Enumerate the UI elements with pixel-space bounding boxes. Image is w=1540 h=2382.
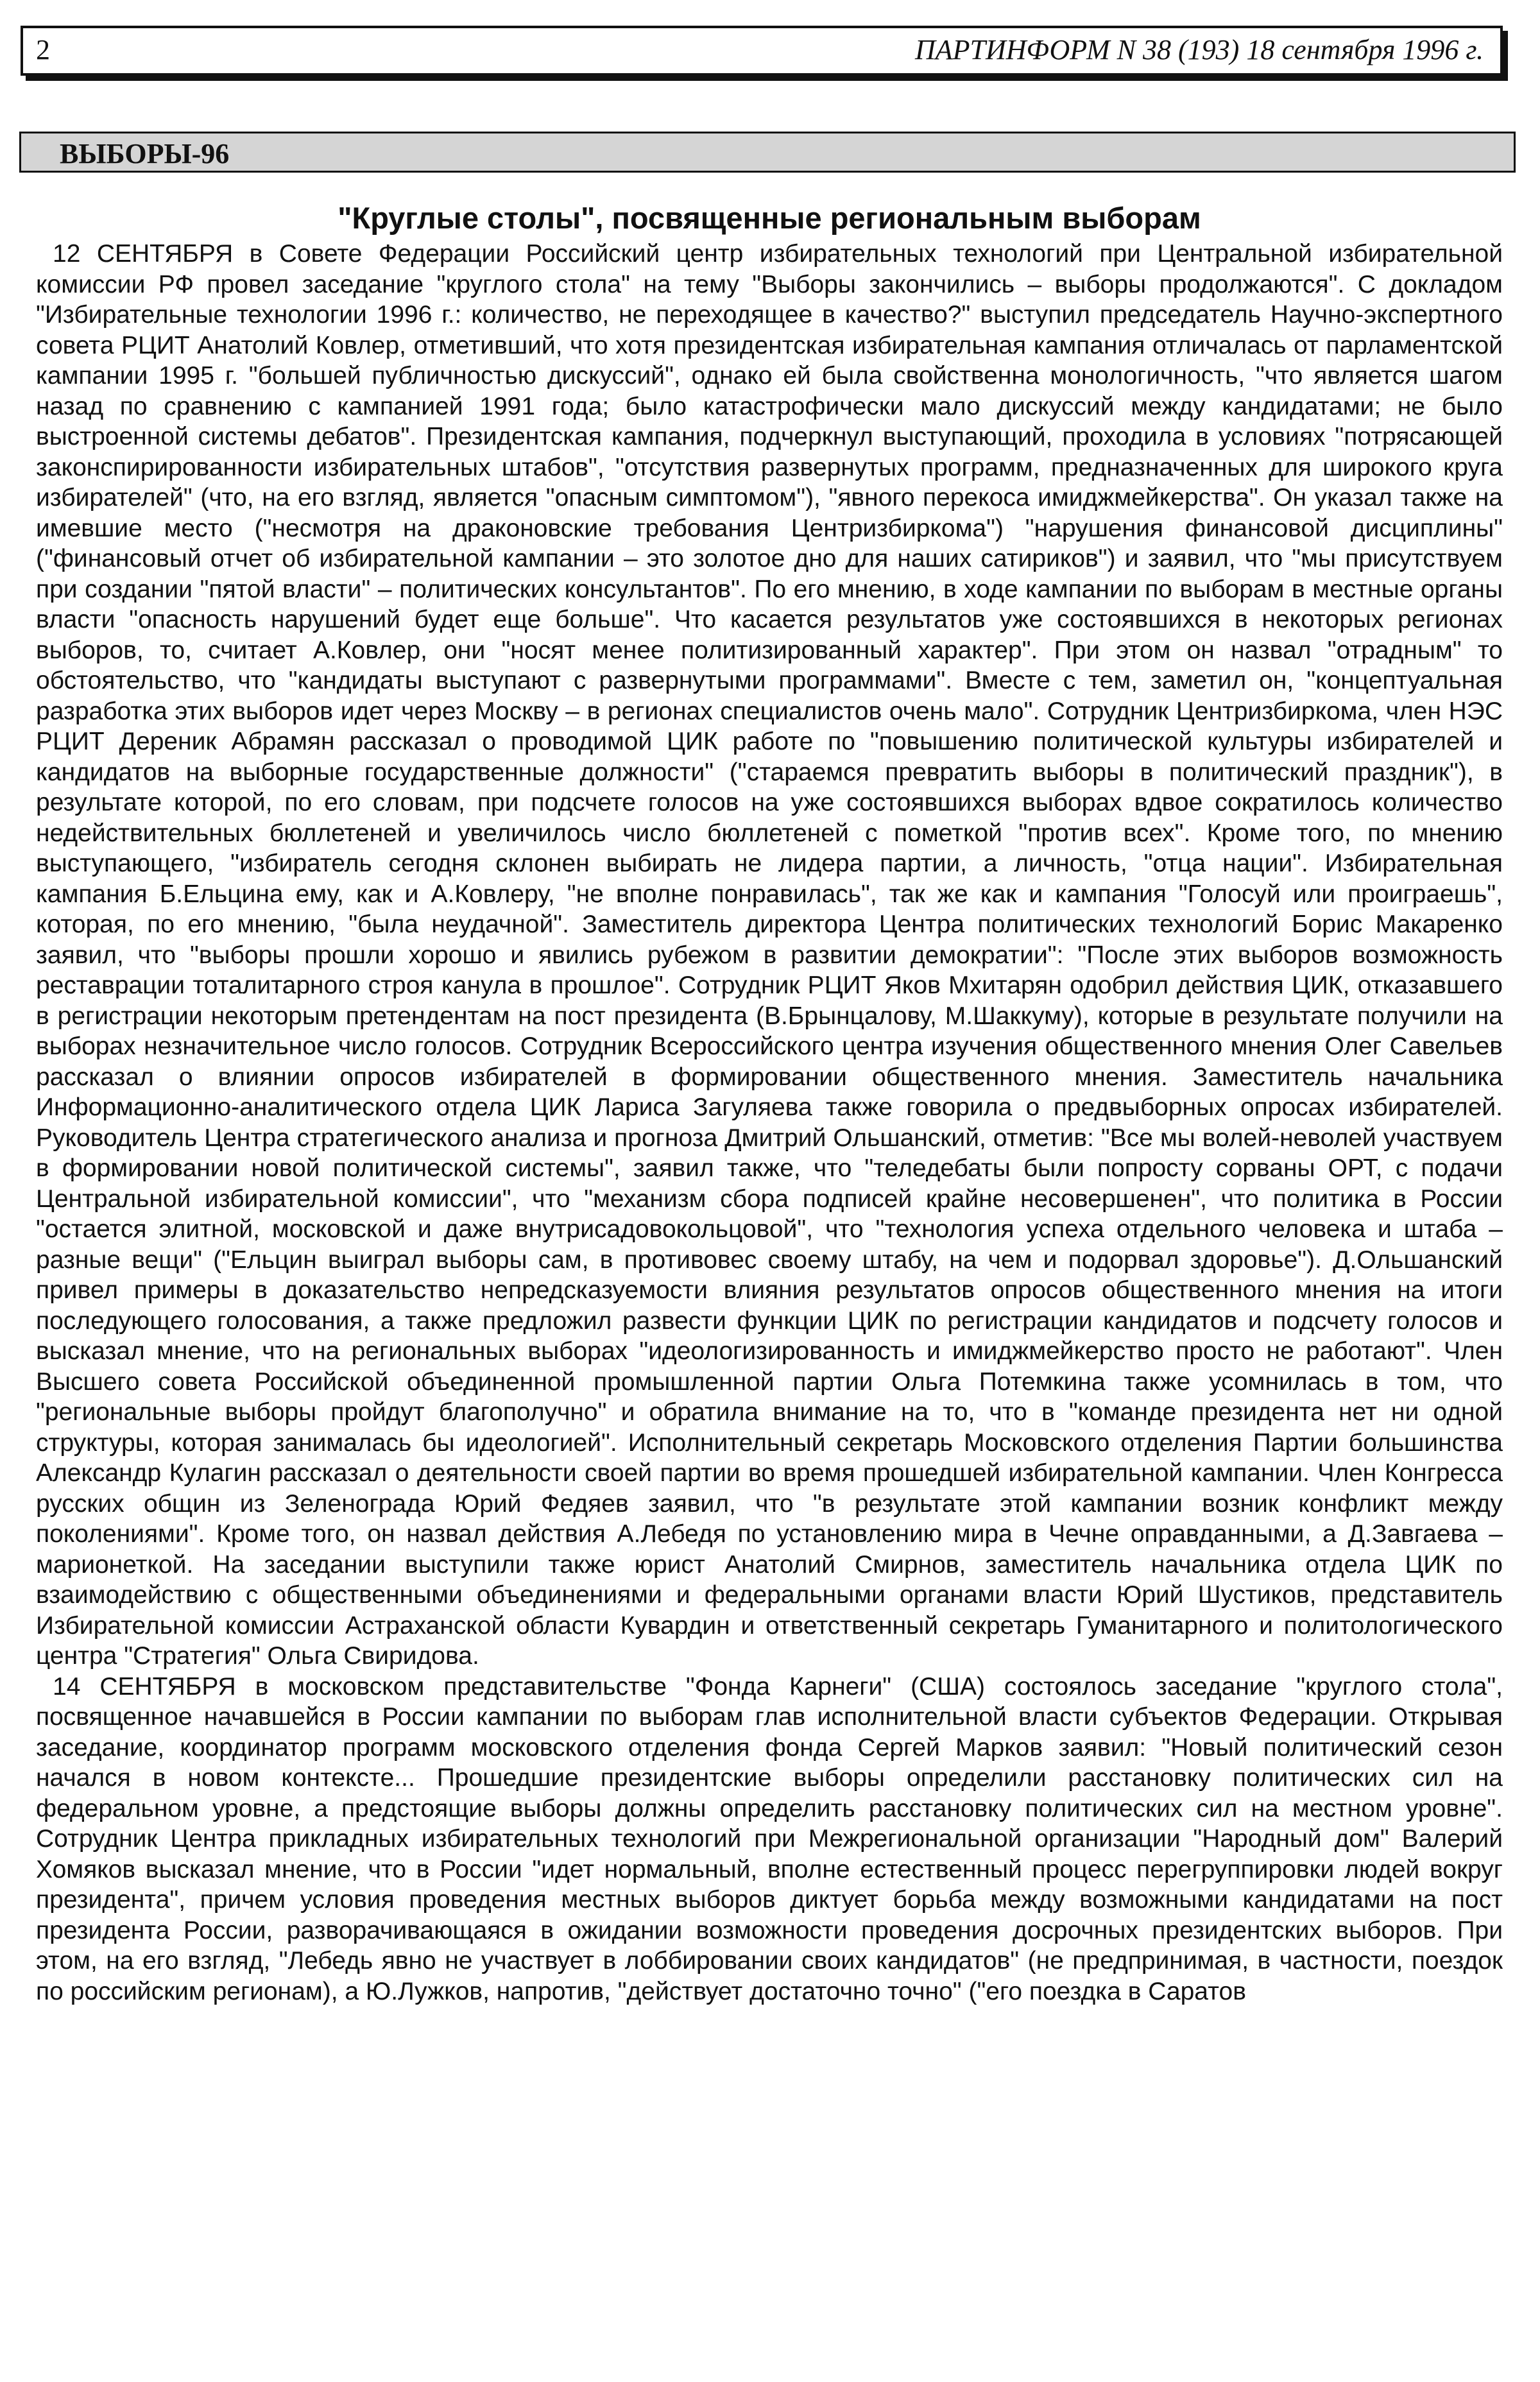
section-bar [19, 132, 1516, 173]
issue-line: ПАРТИНФОРМ N 38 (193) 18 сентября 1996 г. [915, 34, 1484, 65]
article-paragraph-2: 14 СЕНТЯБРЯ в московском представительстве "Фонда Карнеги" (США) состоялось заседание "круглого стола", посвященное начавшейся в России кампании по выборам глав исполнительной власти субъектов Федерации. Открывая заседание, координатор программ московского отделения фонда Сергей Марков заявил: "Новый политический сезон начался в новом контексте... Прошедшие президентские выборы определили расстановку политических сил на федеральном уровне, а предстоящие выборы должны определить расстановку политических сил на местном уровне". Сотрудник Центра прикладных избирательных технологий при Межрегиональной организации "Народный дом" Валерий Хомяков высказал мнение, что в России "идет нормальный, вполне естественный процесс перегруппировки людей вокруг президента", причем условия проведения местных выборов диктует борьба между возможными кандидатами на пост президента России, разворачивающаяся в ожидании возможности проведения досрочных президентских выборов. При этом, на его взгляд, "Лебедь явно не участвует в лоббировании своих кандидатов" (не предпринимая, в частности, поездок по российским регионам), а Ю.Лужков, напротив, "действует достаточно точно" ("его поездка в Саратов [36, 1672, 1503, 2005]
article-paragraph-1: 12 СЕНТЯБРЯ в Совете Федерации Российский центр избирательных технологий при Центральной избирательной комиссии РФ провел заседание "круглого стола" на тему "Выборы закончились – выборы продолжаются". С докладом "Избирательные технологии 1996 г.: количество, не переходящее в качество?" выступил председатель Научно-экспертного совета РЦИТ Анатолий Ковлер, отметивший, что хотя президентская избирательная кампания отличалась от парламентской кампании 1995 г. "большей публичностью дискуссий", однако ей была свойственна монологичность, "что является шагом назад по сравнению с кампанией 1991 года; было катастрофически мало дискуссий между кандидатами; не было выстроенной системы дебатов". Президентская кампания, подчеркнул выступающий, проходила в условиях "потрясающей законспирированности избирательных штабов", "отсутствия развернутых программ, предназначенных для широкого круга избирателей" (что, на его взгляд, является "опасным симптомом"), "явного перекоса имиджмейкерства". Он указал также на имевшие место ("несмотря на драконовские требования Центризбиркома") "нарушения финансовой дисциплины" ("финансовый отчет об избирательной кампании – это золотое дно для наших сатириков") и заявил, что "мы присутствуем при создании "пятой власти" – политических консультантов". По его мнению, в ходе кампании по выборам в местные органы власти "опасность нарушений будет еще больше". Что касается результатов уже состоявшихся в некоторых регионах выборов, то, считает А.Ковлер, они "носят менее политизированный характер". При этом он назвал "отрадным" то обстоятельство, что "кандидаты выступают с развернутыми программами". Вместе с тем, заметил он, "концептуальная разработка этих выборов идет через Москву – в регионах специалистов очень мало". Сотрудник Центризбиркома, член НЭС РЦИТ Дереник Абрамян рассказал о проводимой ЦИК работе по "повышению политической культуры избирателей и кандидатов на выборные государственные должности" ("стараемся превратить выборы в политический праздник"), в результате которой, по его словам, при подсчете голосов на уже состоявшихся выборах вдвое сократилось количество недействительных бюллетеней и увеличилось число бюллетеней с пометкой "против всех". Кроме того, по мнению выступающего, "избиратель сегодня склонен выбирать не лидера партии, а личность, "отца нации". Избирательная кампания Б.Ельцина ему, как и А.Ковлеру, "не вполне понравилась", так же как и кампания "Голосуй или проиграешь", которая, по его мнению, "была неудачной". Заместитель директора Центра политических технологий Борис Макаренко заявил, что "выборы прошли хорошо и явились рубежом в развитии демократии": "После этих выборов возможность реставрации тоталитарного строя канула в прошлое". Сотрудник РЦИТ Яков Мхитарян одобрил действия ЦИК, отказавшего в регистрации некоторым претендентам на пост президента (В.Брынцалову, М.Шаккуму), которые в результате получили на выборах незначительное число голосов. Сотрудник Всероссийского центра изучения общественного мнения Олег Савельев рассказал о влиянии опросов избирателей в формировании общественного мнения. Заместитель начальника Информационно-аналитического отдела ЦИК Лариса Загуляева также говорила о предвыборных опросах избирателей. Руководитель Центра стратегического анализа и прогноза Дмитрий Ольшанский, отметив: "Все мы волей-неволей участвуем в формировании новой политической системы", заявил также, что "теледебаты были попросту сорваны ОРТ, с подачи Центральной избирательной комиссии", что "механизм сбора подписей крайне несовершенен", что политика в России "остается элитной, московской и даже внутрисадовокольцовой", что "технология успеха отдельного человека и штаба – разные вещи" ("Ельцин выиграл выборы сам, в противовес своему штабу, на чем и подорвал здоровье"). Д.Ольшанский привел примеры в доказательство непредсказуемости влияния результатов опросов общественного мнения на итоги последующего голосования, а также предложил развести функции ЦИК по регистрации кандидатов и подсчету голосов и высказал мнение, что на региональных выборах "идеологизированность и имиджмейкерство просто не работают". Член Высшего совета Российской объединенной промышленной партии Ольга Потемкина также усомнилась в том, что "региональные выборы пройдут благополучно" и обратила внимание на то, что в "команде президента нет ни одной структуры, которая занималась бы идеологией". Исполнительный секретарь Московского отделения Партии большинства Александр Кулагин рассказал о деятельности своей партии во время прошедшей избирательной кампании. Член Конгресса русских общин из Зеленограда Юрий Федяев заявил, что "в результате этой кампании возник конфликт между поколениями". Кроме того, он назвал действия А.Лебедя по установлению мира в Чечне оправданными, а Д.Завгаева – марионеткой. На заседании выступили также юрист Анатолий Смирнов, заместитель начальника отдела ЦИК по взаимодействию с общественными объединениями и федеральными органами власти Юрий Шустиков, представитель Избирательной комиссии Астраханской области Кувардин и ответственный секретарь Гуманитарного и политологического центра "Стратегия" Ольга Свиридова. [36, 240, 1503, 1670]
page-number: 2 [36, 34, 50, 65]
article-title: "Круглые столы", посвященные региональным выборам [338, 201, 1201, 235]
article [36, 200, 1503, 2007]
page-header [21, 26, 1503, 76]
section-title: ВЫБОРЫ-96 [60, 138, 230, 169]
